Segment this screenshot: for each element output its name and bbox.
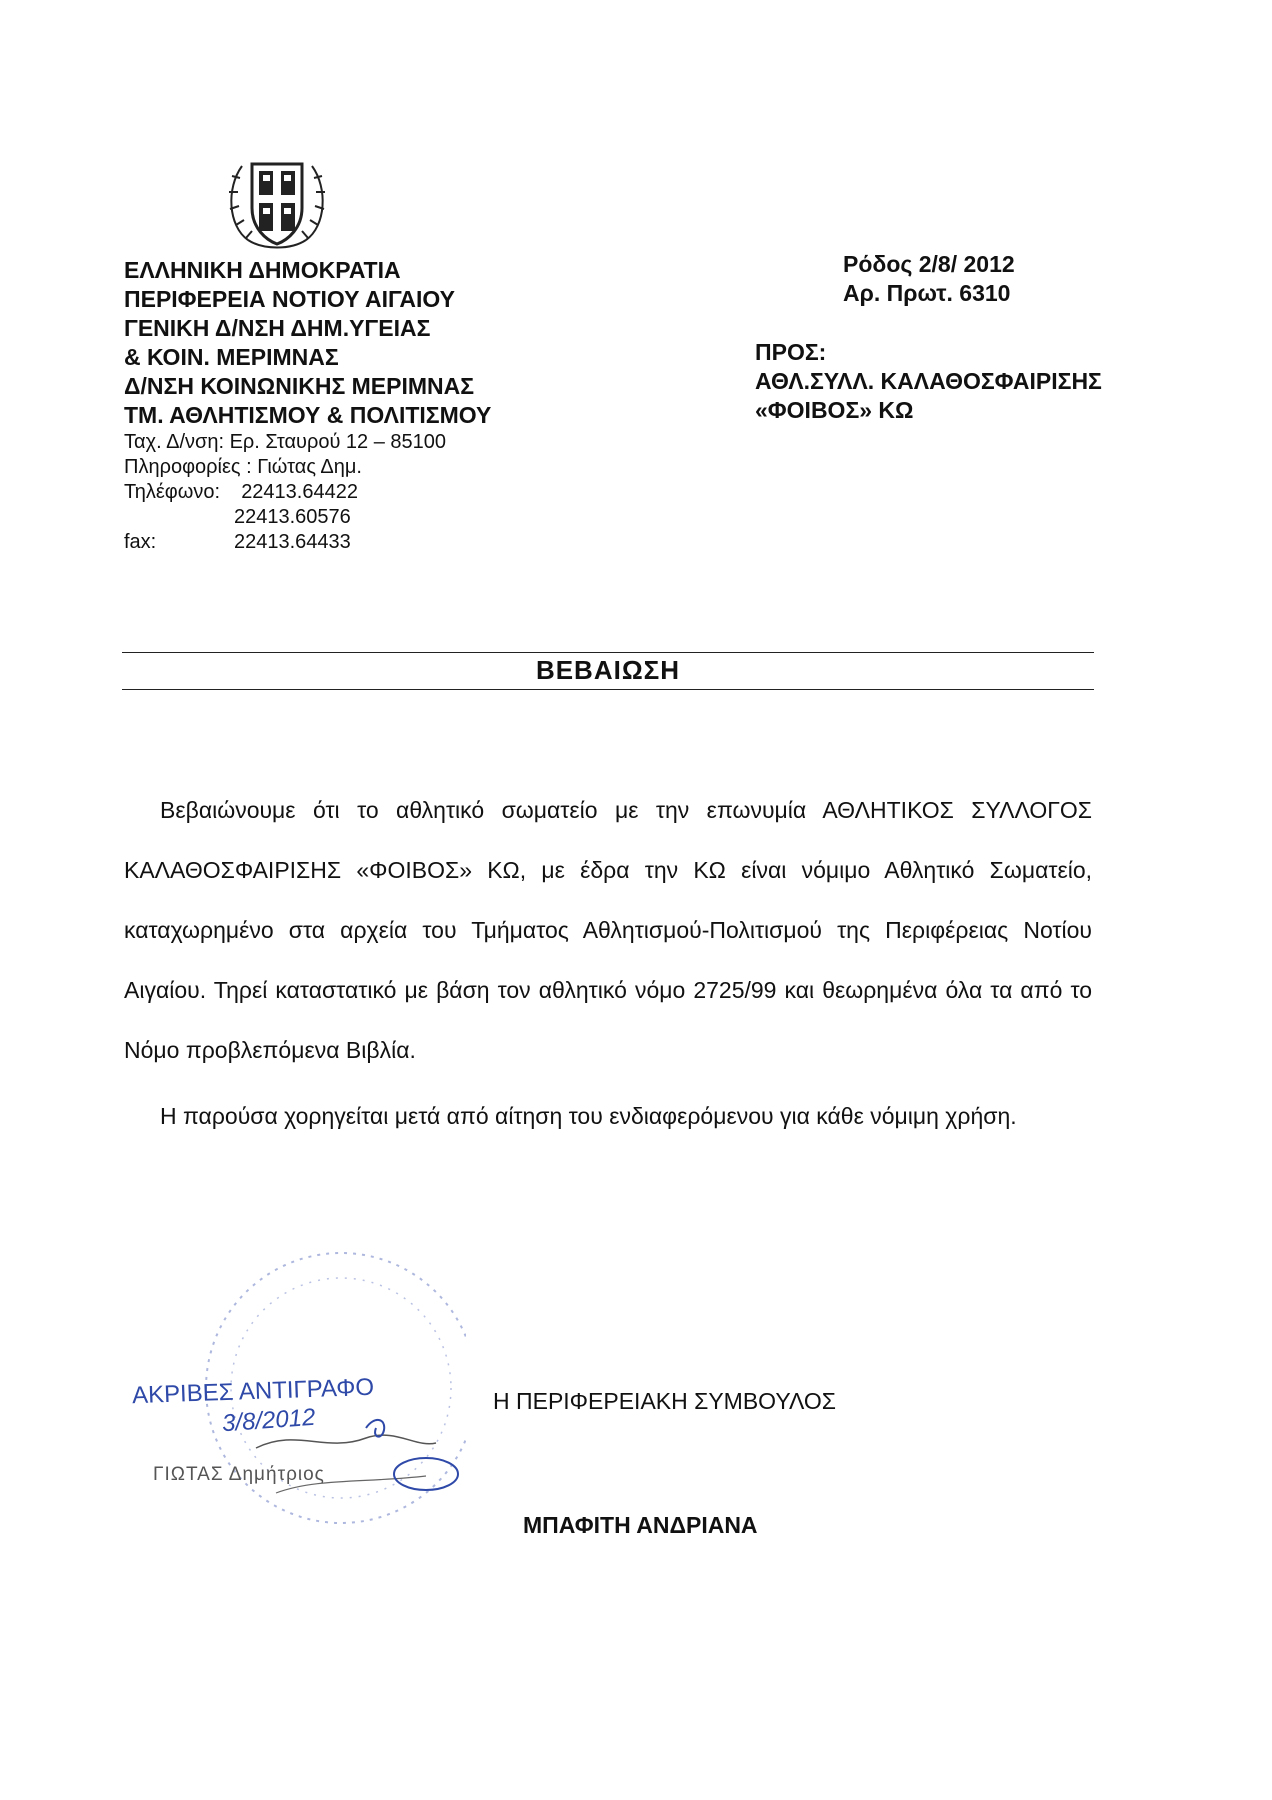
phone-label: Τηλέφωνο: xyxy=(124,481,221,503)
recipient-line: ΑΘΛ.ΣΥΛΛ. ΚΑΛΑΘΟΣΦΑΙΡΙΣΗΣ xyxy=(755,368,1102,394)
phone-number: 22413.64422 xyxy=(241,481,358,503)
recipient-block xyxy=(755,338,1102,425)
recipient-line: «ΦΟΙΒΟΣ» ΚΩ xyxy=(755,397,914,423)
title-rule-top xyxy=(122,652,1094,653)
fax-row xyxy=(124,530,491,555)
info-contact: Πληροφορίες : Γιώτας Δημ. xyxy=(124,456,362,478)
signatory-name: ΜΠΑΦΙΤΗ ΑΝΔΡΙΑΝΑ xyxy=(523,1512,758,1538)
to-label: ΠΡΟΣ: xyxy=(755,339,827,365)
org-line: & ΚΟΙΝ. ΜΕΡΙΜΝΑΣ xyxy=(124,344,339,370)
document-title: ΒΕΒΑΙΩΣΗ xyxy=(535,655,681,685)
org-line: ΕΛΛΗΝΙΚΗ ΔΗΜΟΚΡΑΤΙΑ xyxy=(124,257,401,283)
org-line: ΤΜ. ΑΘΛΗΤΙΣΜΟΥ & ΠΟΛΙΤΙΣΜΟΥ xyxy=(124,402,492,428)
protocol-number: Αρ. Πρωτ. 6310 xyxy=(843,280,1011,306)
phone-row xyxy=(124,480,491,505)
org-line: Δ/ΝΣΗ ΚΟΙΝΩΝΙΚΗΣ ΜΕΡΙΜΝΑΣ xyxy=(124,373,475,399)
address: Ταχ. Δ/νση: Ερ. Σταυρού 12 – 85100 xyxy=(124,431,447,453)
greek-coat-of-arms-icon xyxy=(218,148,336,258)
dateline xyxy=(843,250,1015,308)
fax-number: 22413.64433 xyxy=(234,531,351,553)
certified-copy-stamp: ΑΚΡΙΒΕΣ ΑΝΤΙΓΡΑΦΟ xyxy=(131,1373,375,1410)
org-line: ΓΕΝΙΚΗ Δ/ΝΣΗ ΔΗΜ.ΥΓΕΙΑΣ xyxy=(124,315,431,341)
stamp-date: 3/8/2012 xyxy=(221,1403,317,1438)
body-paragraph: Η παρούσα χορηγείται μετά από αίτηση του ενδιαφερόμενου για κάθε νόμιμη χρήση. xyxy=(160,1103,1017,1129)
round-seal xyxy=(126,1098,466,1618)
stamp-official-name: ΓΙΩΤΑΣ Δημήτριος xyxy=(153,1464,325,1485)
title-rule-bottom xyxy=(122,689,1094,690)
body-paragraph: Βεβαιώνουμε ότι το αθλητικό σωματείο με την επωνυμία ΑΘΛΗΤΙΚΟΣ ΣΥΛΛΟΓΟΣ ΚΑΛΑΘΟΣΦΑΙΡΙΣΗΣ «ΦΟΙΒΟΣ» ΚΩ, με έδρα την ΚΩ είναι νόμιμο Αθλητικό Σωματείο, καταχωρημένο στα αρχεία του Τμήματος Αθλητισμού-Πολιτισμού της Περιφέρειας Νοτίου Αιγαίου. Τηρεί καταστατικό με βάση τον αθλητικό νόμο 2725/99 και θεωρημένα όλα τα από το Νόμο προβλεπόμενα Βιβλία. xyxy=(124,797,1092,1063)
place-date: Ρόδος 2/8/ 2012 xyxy=(843,251,1015,277)
phone-number-2: 22413.60576 xyxy=(234,506,351,528)
org-line: ΠΕΡΙΦΕΡΕΙΑ ΝΟΤΙΟΥ ΑΙΓΑΙΟΥ xyxy=(124,286,455,312)
fax-label: fax: xyxy=(124,531,157,553)
signatory-title: Η ΠΕΡΙΦΕΡΕΙΑΚΗ ΣΥΜΒΟΥΛΟΣ xyxy=(493,1388,836,1414)
document-body xyxy=(124,780,1092,1146)
sender-block xyxy=(124,256,491,555)
